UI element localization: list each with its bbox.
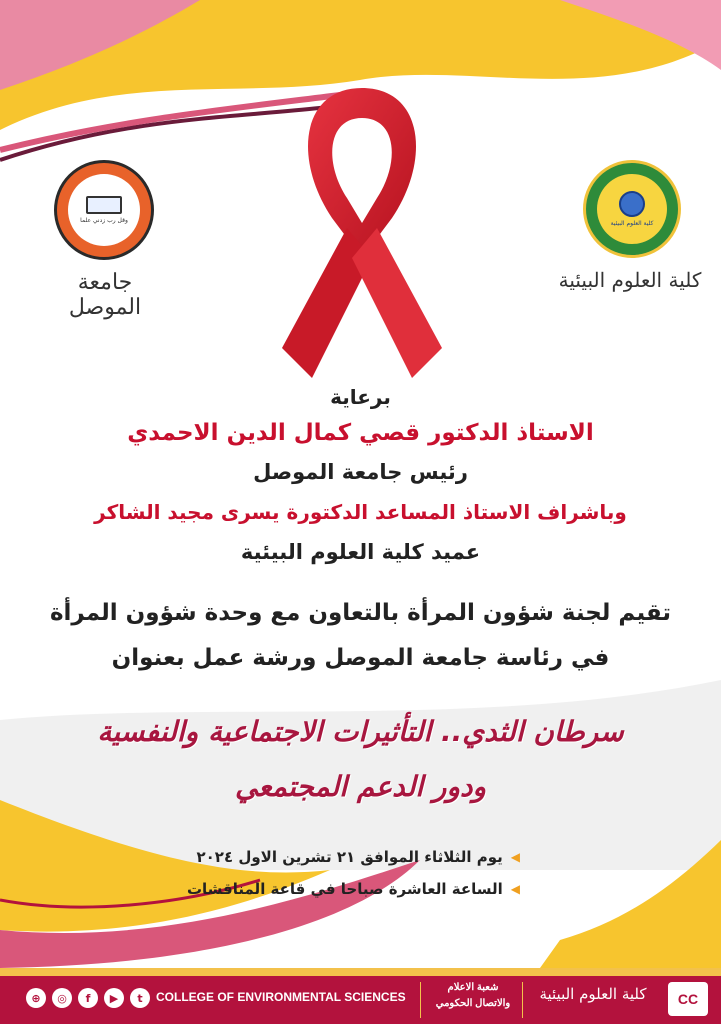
university-logo <box>54 160 154 260</box>
footer-accent-band <box>0 968 721 976</box>
footer-divider <box>420 982 421 1018</box>
footer-college-name: COLLEGE OF ENVIRONMENTAL SCIENCES <box>156 990 406 1004</box>
dribbble-icon[interactable]: ⊕ <box>26 988 46 1008</box>
supervisor-title: عميد كلية العلوم البيئية <box>240 540 481 564</box>
footer-college-arabic: كلية العلوم البيئية <box>539 985 647 1003</box>
globe-icon <box>619 191 645 217</box>
right-logo-ring-text: كلية العلوم البيئية <box>610 220 654 227</box>
college-badge-text: CC <box>677 991 699 1007</box>
patron-name: الاستاذ الدكتور قصي كمال الدين الاحمدي <box>127 420 594 446</box>
footer-department-line-2: والاتصال الحكومي <box>435 998 511 1009</box>
intro-line-1: تقيم لجنة شؤون المرأة بالتعاون مع وحدة شؤون المرأة <box>49 600 672 626</box>
detail-date <box>150 848 520 866</box>
detail-time-text: الساعة العاشرة صباحا في قاعة المناقشات <box>186 880 503 898</box>
college-badge-icon <box>668 982 708 1016</box>
twitter-icon[interactable]: t <box>130 988 150 1008</box>
instagram-icon[interactable]: ◎ <box>52 988 72 1008</box>
detail-time <box>150 880 520 898</box>
footer-department-line-1: شعبة الاعلام <box>447 982 499 993</box>
supervisor-name: وباشراف الاستاذ المساعد الدكتورة يسرى مجيد الشاكر <box>94 500 627 524</box>
workshop-title-2: ودور الدعم المجتمعي <box>235 770 486 803</box>
sponsorship-label: برعاية <box>330 385 391 409</box>
triangle-bullet-icon: ◀ <box>510 850 520 864</box>
triangle-bullet-icon: ◀ <box>510 882 520 896</box>
left-logo-ring-text: وقل رب زدني علما <box>80 217 128 224</box>
college-logo <box>583 160 681 258</box>
book-icon <box>86 196 122 214</box>
facebook-icon[interactable]: f <box>78 988 98 1008</box>
university-caption: جامعة الموصل <box>68 270 142 320</box>
footer-divider <box>522 982 523 1018</box>
college-caption: كلية العلوم البيئية <box>558 268 702 292</box>
youtube-icon[interactable]: ▶ <box>104 988 124 1008</box>
intro-line-2: في رئاسة جامعة الموصل ورشة عمل بعنوان <box>111 645 610 671</box>
detail-date-text: يوم الثلاثاء الموافق ٢١ تشرين الاول ٢٠٢٤ <box>196 848 503 866</box>
awareness-ribbon-icon <box>262 78 462 388</box>
workshop-title-1: سرطان الثدي.. التأثيرات الاجتماعية والنفسية <box>97 715 624 748</box>
patron-title: رئيس جامعة الموصل <box>253 460 468 484</box>
